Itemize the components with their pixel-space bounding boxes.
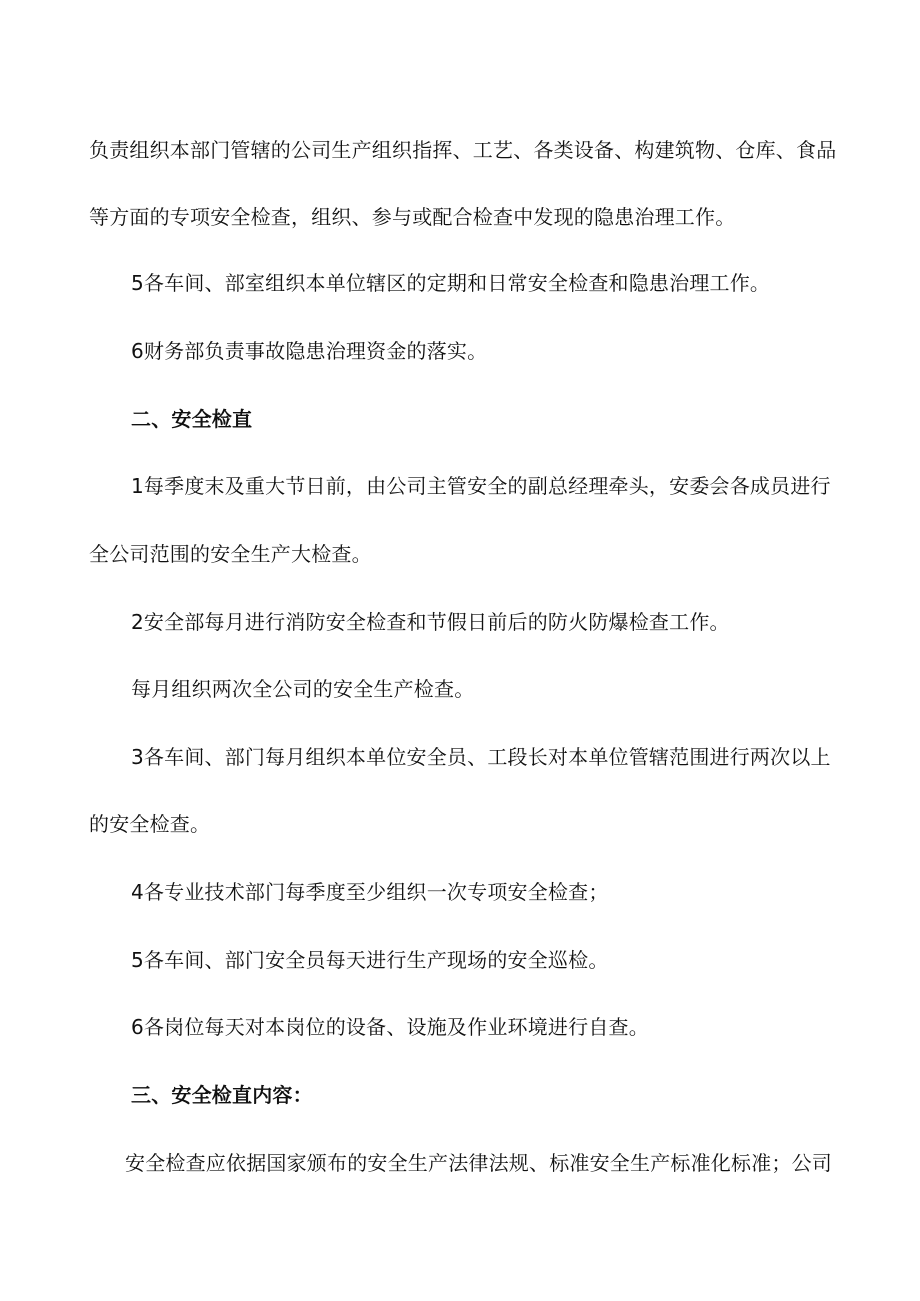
paragraph-line: 每月组织两次全公司的安全生产检查。: [131, 677, 475, 701]
paragraph-line: 5各车间、部室组织本单位辖区的定期和日常安全检查和隐患治理工作。: [131, 271, 771, 295]
section-heading: 二、安全检直: [131, 407, 253, 431]
paragraph-line: 5各车间、部门安全员每天进行生产现场的安全巡检。: [131, 948, 609, 972]
section-heading: 三、安全检直内容：: [131, 1083, 313, 1107]
paragraph-line: 负责组织本部门管辖的公司生产组织指挥、工艺、各类设备、构建筑物、仓库、食品: [89, 138, 837, 162]
paragraph-line: 安全检查应依据国家颁布的安全生产法律法规、标准安全生产标准化标准；公司: [125, 1151, 832, 1175]
paragraph-line: 的安全检查。: [89, 812, 211, 836]
paragraph-line: 全公司范围的安全生产大检查。: [89, 542, 372, 566]
paragraph-line: 3各车间、部门每月组织本单位安全员、工段长对本单位管辖范围进行两次以上: [131, 745, 831, 769]
paragraph-line: 2安全部每月进行消防安全检查和节假日前后的防火防爆检查工作。: [131, 610, 730, 634]
paragraph-line: 4各专业技术部门每季度至少组织一次专项安全检查；: [131, 880, 609, 904]
paragraph-line: 1每季度末及重大节日前，由公司主管安全的副总经理牵头，安委会各成员进行: [131, 474, 831, 498]
paragraph-line: 等方面的专项安全检查，组织、参与或配合检查中发现的隐患治理工作。: [89, 205, 736, 229]
paragraph-line: 6财务部负责事故隐患治理资金的落实。: [131, 339, 488, 363]
paragraph-line: 6各岗位每天对本岗位的设备、设施及作业环境进行自查。: [131, 1015, 649, 1039]
